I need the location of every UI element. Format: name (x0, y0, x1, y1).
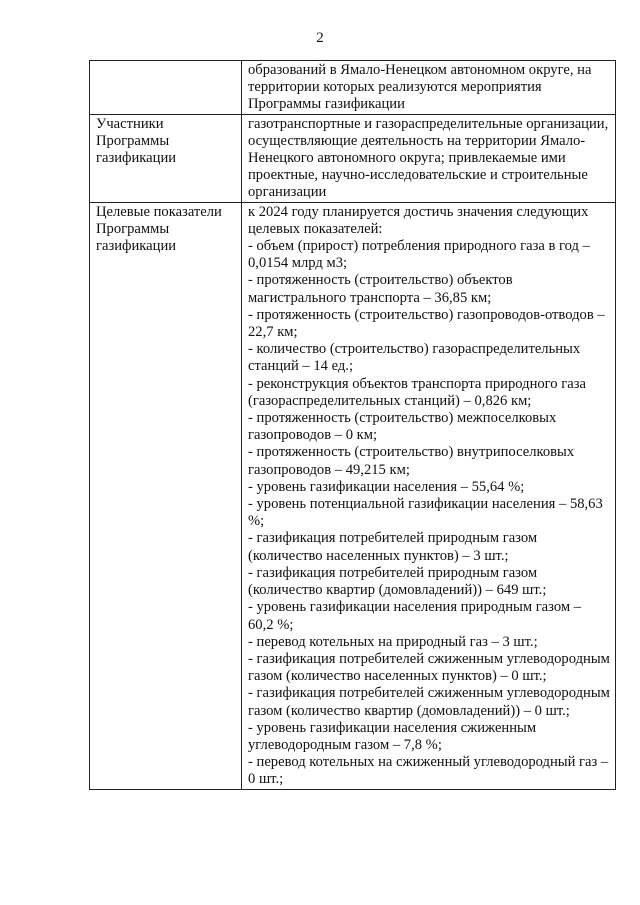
row-content: образований в Ямало-Ненецком автономном округе, на территории которых реализуются мероприятия Программы газификации (242, 61, 616, 115)
indicator-item: - протяженность (строительство) внутрипоселковых газопроводов – 49,215 км; (248, 444, 575, 478)
indicator-item: - газификация потребителей сжиженным углеводородным газом (количество квартир (домовладений)) – 0 шт.; (248, 685, 610, 719)
indicator-item: - количество (строительство) газораспределительных станций – 14 ед.; (248, 341, 581, 375)
indicator-item: - уровень газификации населения природным газом – 60,2 %; (248, 599, 582, 633)
indicator-item: - объем (прирост) потребления природного газа в год – 0,0154 млрд м3; (248, 238, 590, 272)
indicator-item: - реконструкция объектов транспорта природного газа (газораспределительных станций) – 0,826 км; (248, 375, 586, 409)
indicator-item: - протяженность (строительство) межпоселковых газопроводов – 0 км; (248, 410, 557, 444)
indicator-item: - уровень газификации населения – 55,64 %; (248, 478, 525, 495)
program-passport-table (89, 60, 616, 790)
page-number: 2 (316, 30, 324, 46)
indicator-item: - уровень потенциальной газификации населения – 58,63 %; (248, 496, 603, 530)
indicator-item: - протяженность (строительство) газопроводов-отводов – 22,7 км; (248, 306, 605, 341)
indicator-item: - газификация потребителей природным газом (количество квартир (домовладений)) – 649 шт.; (248, 564, 547, 599)
row-label (90, 61, 242, 115)
indicator-item: - газификация потребителей сжиженным углеводородным газом (количество населенных пунктов) – 0 шт.; (248, 650, 610, 685)
indicator-item: - перевод котельных на природный газ – 3 шт.; (248, 633, 538, 650)
indicator-item: - газификация потребителей природным газом (количество населенных пунктов) – 3 шт.; (248, 530, 538, 564)
indicator-item: - протяженность (строительство) объектов магистрального транспорта – 36,85 км; (248, 272, 513, 306)
row-label: Участники Программы газификации (90, 114, 242, 202)
targets-intro: к 2024 году планируется достичь значения следующих целевых показателей: (248, 203, 589, 237)
table-row-targets (90, 202, 616, 789)
indicator-item: - уровень газификации населения сжиженным углеводородным газом – 7,8 %; (248, 719, 537, 753)
row-content: газотранспортные и газораспределительные организации, осуществляющие деятельность на территории Ямало-Ненецкого автономного округа; привлекаемые ими проектные, научно-исследовательские и строительные организации (242, 114, 616, 202)
table-row (90, 114, 616, 202)
targets-list (242, 202, 616, 789)
row-label: Целевые показатели Программы газификации (90, 202, 242, 789)
indicator-item: - перевод котельных на сжиженный углеводородный газ – 0 шт.; (248, 754, 609, 788)
table-row (90, 61, 616, 115)
